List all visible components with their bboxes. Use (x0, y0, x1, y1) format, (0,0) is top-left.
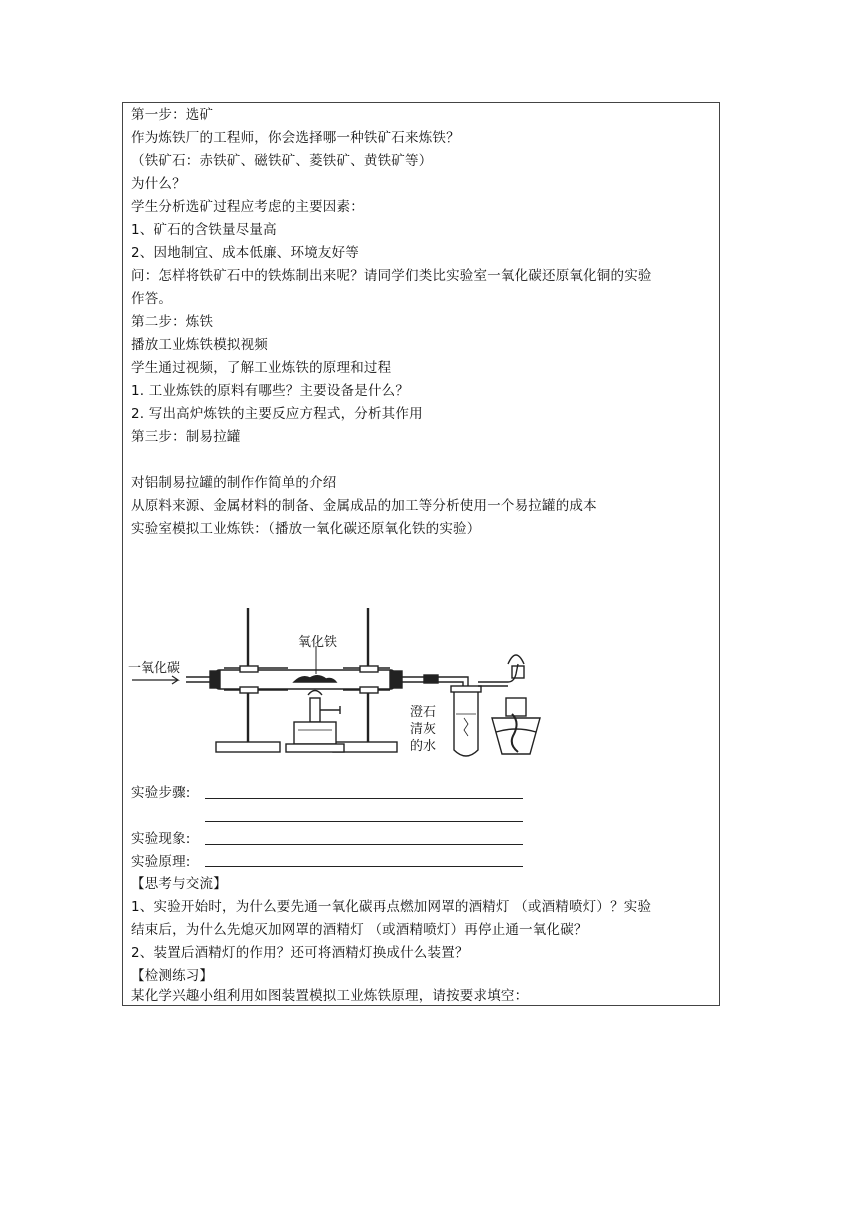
practice-intro: 某化学兴趣小组利用如图装置模拟工业炼铁原理，请按要求填空： (131, 988, 529, 1004)
discussion-q1-cont: 结束后，为什么先熄灭加网罩的酒精灯 （或酒精喷灯）再停止通一氧化碳？ (131, 922, 588, 938)
step1-heading: 第一步：选矿 (131, 107, 214, 123)
co-label: 一氧化碳 (128, 661, 181, 676)
factor-1: 1、矿石的含铁量尽量高 (131, 222, 277, 238)
lab-simulation: 实验室模拟工业炼铁：（播放一氧化碳还原氧化铁的实验） (131, 521, 481, 537)
step3-heading: 第三步：制易拉罐 (131, 429, 241, 445)
video-purpose: 学生通过视频，了解工业炼铁的原理和过程 (131, 360, 392, 376)
factors-intro: 学生分析选矿过程应考虑的主要因素： (131, 199, 364, 215)
limewater-label-3: 的水 (410, 739, 437, 754)
apparatus-diagram (128, 602, 548, 764)
iron-question-cont: 作答。 (131, 291, 173, 307)
factor-2: 2、因地制宜、成本低廉、环境友好等 (131, 245, 359, 261)
ore-types: （铁矿石：赤铁矿、磁铁矿、菱铁矿、黄铁矿等） (131, 153, 433, 169)
steps-blank-2[interactable] (205, 821, 523, 822)
limewater-label-1: 澄石 (410, 705, 437, 720)
discussion-q1: 1、实验开始时，为什么要先通一氧化碳再点燃加网罩的酒精灯 （或酒精喷灯）？实验 (131, 899, 652, 915)
principle-blank[interactable] (205, 866, 523, 867)
discussion-heading: 【思考与交流】 (131, 876, 227, 892)
steps-label: 实验步骤: (131, 785, 191, 801)
ore-choice-question: 作为炼铁厂的工程师，你会选择哪一种铁矿石来炼铁？ (131, 130, 460, 146)
step2-q2: 2. 写出高炉炼铁的主要反应方程式，分析其作用 (131, 406, 423, 422)
limewater-label-2: 清灰 (410, 722, 437, 737)
can-intro: 对铝制易拉罐的制作作简单的介绍 (131, 475, 337, 491)
step2-q1: 1. 工业炼铁的原料有哪些？主要设备是什么？ (131, 383, 410, 399)
phenomenon-blank[interactable] (205, 844, 523, 845)
step2-heading: 第二步：炼铁 (131, 314, 214, 330)
phenomenon-label: 实验现象: (131, 831, 191, 847)
video-note: 播放工业炼铁模拟视频 (131, 337, 268, 353)
why-question: 为什么？ (131, 176, 186, 192)
steps-blank-1[interactable] (205, 798, 523, 799)
discussion-q2: 2、装置后酒精灯的作用？还可将酒精灯换成什么装置？ (131, 945, 469, 961)
iron-question: 问：怎样将铁矿石中的铁炼制出来呢？请同学们类比实验室一氧化碳还原氧化铜的实验 (131, 268, 652, 284)
fe2o3-label: 氧化铁 (298, 635, 338, 650)
principle-label: 实验原理: (131, 854, 191, 870)
can-cost: 从原料来源、金属材料的制备、金属成品的加工等分析使用一个易拉罐的成本 (131, 498, 597, 514)
practice-heading: 【检测练习】 (131, 968, 214, 984)
